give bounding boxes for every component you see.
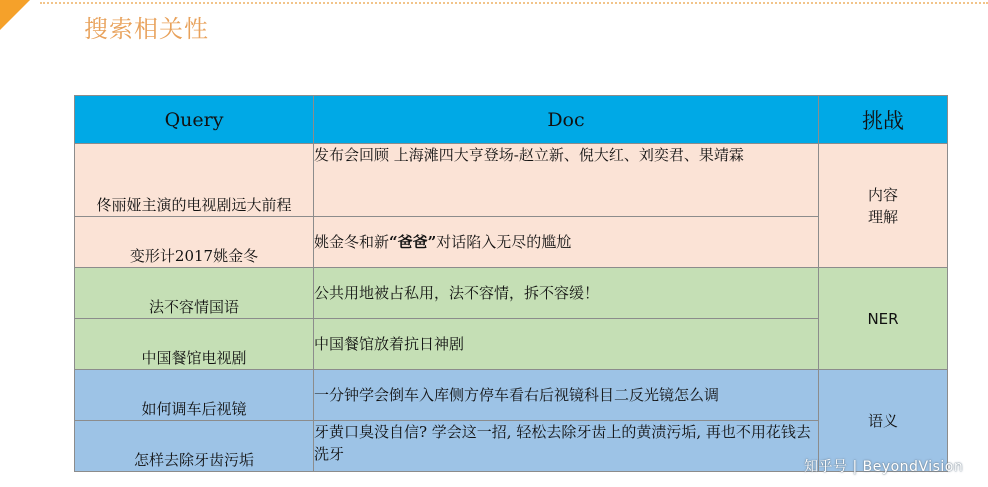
challenge-label-line2: 理解	[867, 207, 898, 226]
query-cell: 法不容情国语	[75, 268, 314, 319]
table-row	[75, 144, 948, 217]
doc-cell: 公共用地被占私用，法不容情，拆不容缓！	[314, 268, 819, 319]
challenge-cell-ner: NER	[819, 268, 948, 370]
doc-text-bold: “爸爸”	[389, 233, 437, 251]
query-cell: 变形计2017姚金冬	[75, 217, 314, 268]
table-row	[75, 268, 948, 319]
table-row	[75, 370, 948, 421]
challenge-cell-semantics: 语义	[819, 370, 948, 472]
header-query: Query	[75, 96, 314, 144]
doc-cell: 发布会回顾 上海滩四大亨登场-赵立新、倪大红、刘奕君、果靖霖	[314, 144, 819, 217]
watermark: 知乎号 | BeyondVision	[804, 459, 964, 475]
corner-accent	[0, 0, 30, 30]
query-cell: 中国餐馆电视剧	[75, 319, 314, 370]
doc-text-post: 对话陷入无尽的尴尬	[436, 233, 572, 251]
table-row	[75, 319, 948, 370]
header-doc: Doc	[314, 96, 819, 144]
table-row	[75, 217, 948, 268]
slide-title: 搜索相关性	[84, 15, 209, 43]
doc-cell	[314, 217, 819, 268]
challenge-label-line1: 内容	[867, 185, 898, 204]
doc-cell: 中国餐馆放着抗日神剧	[314, 319, 819, 370]
query-cell: 怎样去除牙齿污垢	[75, 421, 314, 472]
relevance-table	[74, 95, 948, 472]
header-challenge: 挑战	[819, 96, 948, 144]
table-header-row	[75, 96, 948, 144]
doc-cell: 一分钟学会倒车入库侧方停车看右后视镜科目二反光镜怎么调	[314, 370, 819, 421]
doc-text-pre: 姚金冬和新	[314, 233, 390, 251]
query-cell: 如何调车后视镜	[75, 370, 314, 421]
top-dotted-rule	[40, 2, 988, 4]
challenge-cell-content-understanding	[819, 144, 948, 268]
doc-cell: 牙黄口臭没自信? 学会这一招, 轻松去除牙齿上的黄渍污垢, 再也不用花钱去洗牙	[314, 421, 819, 472]
query-cell: 佟丽娅主演的电视剧远大前程	[75, 144, 314, 217]
